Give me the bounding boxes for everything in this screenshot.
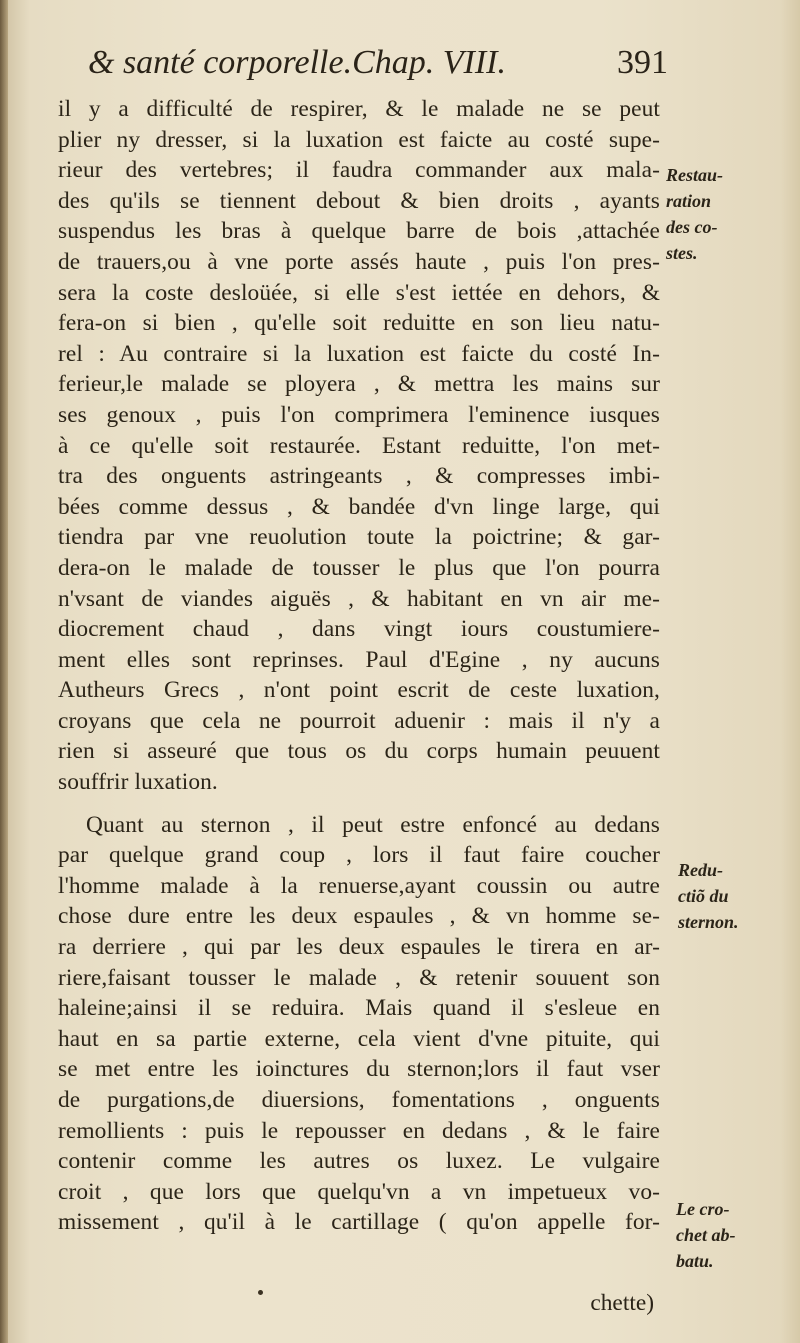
text-line: rieur des vertebres; il faudra commander aux mala- — [58, 157, 660, 184]
paragraph-sternum — [58, 810, 660, 1238]
text-line: fera-on si bien , qu'elle soit reduitte en son lieu natu- — [58, 310, 660, 337]
margin-note-line: Le cro- — [676, 1199, 730, 1219]
signature-dot — [258, 1290, 263, 1295]
paragraph-luxation-of-ribs — [58, 94, 660, 798]
margin-note-line: sternon. — [678, 912, 739, 932]
text-line: à ce qu'elle soit restaurée. Estant reduitte, l'on met- — [58, 432, 660, 459]
margin-note-line: ctiõ du — [678, 886, 729, 906]
text-line: haut en sa partie externe, cela vient d'vne pituite, qui — [58, 1025, 660, 1052]
text-line: dera-on le malade de tousser le plus que l'on pourra — [58, 554, 660, 581]
margin-note-reduction-du-sternon — [678, 857, 739, 935]
text-line: Quant au sternon , il peut estre enfoncé au dedans — [86, 811, 660, 838]
margin-note-line: Restau- — [666, 165, 724, 185]
text-line: il y a difficulté de respirer, & le malade ne se peut — [58, 96, 660, 122]
page-number: 391 — [617, 44, 668, 81]
text-line: bées comme dessus , & bandée d'vn linge large, qui — [58, 493, 660, 520]
text-line: sera la coste desloüée, si elle s'est iettée en dehors, & — [58, 279, 660, 306]
margin-note-line: des co- — [666, 217, 718, 237]
text-line: tiendra par vne reuolution toute la poictrine; & gar- — [58, 524, 660, 551]
text-line: haleine;ainsi il se reduira. Mais quand il s'esleue en — [58, 995, 660, 1022]
text-line: rel : Au contraire si la luxation est faicte du costé In- — [58, 340, 660, 367]
margin-note-line: batu. — [676, 1251, 714, 1271]
margin-note-line: Redu- — [678, 860, 723, 880]
text-line: ment elles sont reprinses. Paul d'Egine , ny aucuns — [58, 646, 660, 673]
text-line: par quelque grand coup , lors il faut faire coucher — [58, 842, 660, 869]
binding-gutter — [0, 0, 8, 1343]
text-line: plier ny dresser, si la luxation est faicte au costé supe- — [58, 126, 660, 153]
text-line: de purgations,de diuersions, fomentations , onguents — [58, 1087, 660, 1113]
main-text-block — [58, 94, 660, 1238]
margin-note-le-crochet-abbatu — [676, 1196, 735, 1274]
text-line: n'vsant de viandes aiguës , & habitant en vn air me- — [58, 585, 660, 612]
running-head — [88, 44, 668, 90]
margin-note-restauration-des-costes — [666, 162, 723, 266]
running-title: & santé corporelle.Chap. VIII. — [88, 44, 506, 81]
margin-note-line: chet ab- — [676, 1225, 736, 1245]
text-line: se met entre les ioinctures du sternon;lors il faut vser — [58, 1056, 660, 1083]
margin-note-line: ration — [666, 191, 712, 211]
text-line: riere,faisant tousser le malade , & retenir souuent son — [58, 964, 660, 991]
text-line: suspendus les bras à quelque barre de bois ,attachée — [58, 218, 660, 245]
text-line: de trauers,ou à vne porte assés haute , puis l'on pres- — [58, 248, 660, 275]
text-line: diocrement chaud , dans vingt iours coustumiere- — [58, 616, 660, 643]
catchword: chette) — [590, 1290, 654, 1316]
text-line: Autheurs Grecs , n'ont point escrit de ceste luxation, — [58, 677, 660, 704]
text-line: rien si asseuré que tous os du corps humain peuuent — [58, 738, 660, 765]
text-line: remollients : puis le repousser en dedans , & le faire — [58, 1117, 660, 1144]
text-line: croit , que lors que quelqu'vn a vn impetueux vo- — [58, 1178, 660, 1205]
text-line: ra derriere , qui par les deux espaules le tirera en ar- — [58, 934, 660, 961]
margin-note-line: stes. — [666, 243, 698, 263]
text-line: croyans que cela ne pourroit aduenir : mais il n'y a — [58, 707, 660, 734]
text-line: des qu'ils se tiennent debout & bien droits , ayants — [58, 187, 660, 214]
text-line: l'homme malade à la renuerse,ayant coussin ou autre — [58, 872, 660, 899]
text-line: tra des onguents astringeants , & compresses imbi- — [58, 463, 660, 490]
text-line: ferieur,le malade se ployera , & mettra les mains sur — [58, 371, 660, 398]
text-line: contenir comme les autres os luxez. Le vulgaire — [58, 1148, 660, 1175]
text-line: souffrir luxation. — [58, 769, 218, 796]
text-line: ses genoux , puis l'on comprimera l'eminence iusques — [58, 401, 660, 428]
text-line: chose dure entre les deux espaules , & vn homme se- — [58, 903, 660, 930]
text-line: missement , qu'il à le cartillage ( qu'on appelle for- — [58, 1209, 660, 1236]
